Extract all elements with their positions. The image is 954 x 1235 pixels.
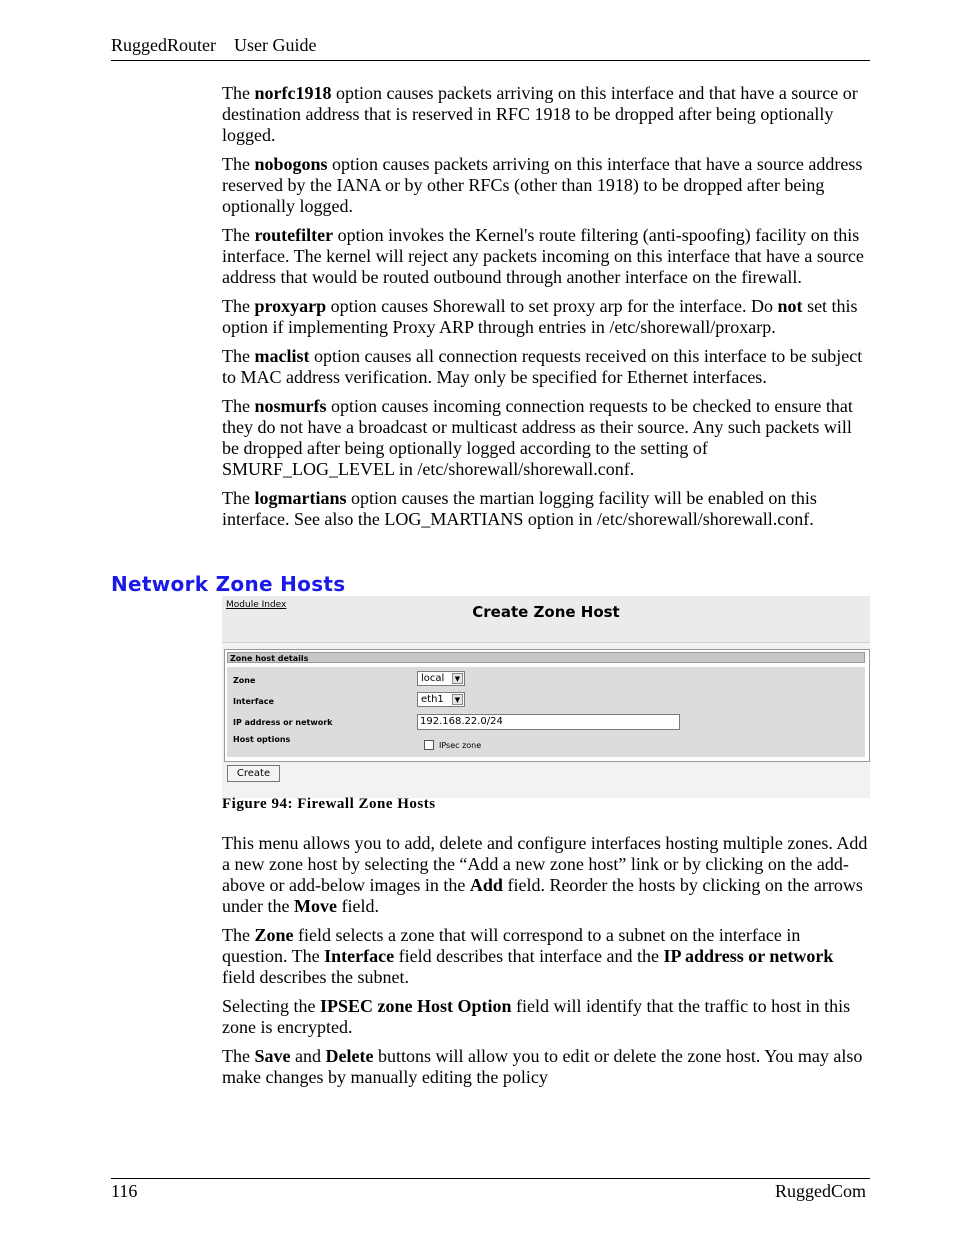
page-number: 116 xyxy=(111,1181,138,1201)
figure-topbar xyxy=(222,596,870,643)
zone-select[interactable] xyxy=(417,671,465,686)
bold-term: Add xyxy=(469,875,503,895)
description-text xyxy=(222,833,870,1096)
ipsec-zone-label: IPsec zone xyxy=(439,741,482,750)
create-button[interactable]: Create xyxy=(227,765,280,782)
paragraph: The nosmurfs option causes incoming connection requests to be checked to ensure that they do not have a broadcast or multicast address as their source. Any such packets will be dropped after being optionally logged according to the setting of SMURF_LOG_LEVEL in /etc/shorewall/shorewall.conf. xyxy=(222,396,853,479)
footer-company: RuggedCom xyxy=(774,1181,866,1201)
ipsec-zone-checkbox[interactable] xyxy=(424,740,434,750)
paragraph: This menu allows you to add, delete and configure interfaces hosting multiple zones. Add a new zone host by selecting the “Add a new zone host” link or by clicking on the add-above or add-below images in the Add field. Reorder the hosts by clicking on the arrows under the Move field. xyxy=(222,833,868,916)
running-header xyxy=(111,35,316,56)
bold-term: not xyxy=(777,296,803,316)
bold-term: IPSEC zone Host Option xyxy=(319,996,512,1016)
ip-address-label: IP address or network xyxy=(233,718,333,727)
header-rule xyxy=(111,60,870,61)
bold-term: maclist xyxy=(254,346,310,366)
paragraph: The nobogons option causes packets arriving on this interface that have a source address reserved by the IANA or by other RFCs (other than 1918) to be dropped after being optionally logged. xyxy=(222,154,863,216)
paragraph: Selecting the IPSEC zone Host Option field will identify that the traffic to host in this zone is encrypted. xyxy=(222,996,851,1037)
bold-term: logmartians xyxy=(254,488,347,508)
bold-term: nobogons xyxy=(254,154,328,174)
host-options-label: Host options xyxy=(233,735,291,744)
paragraph: The logmartians option causes the martian logging facility will be enabled on this interface. See also the LOG_MARTIANS option in /etc/shorewall/shorewall.conf. xyxy=(222,488,817,529)
paragraph: The norfc1918 option causes packets arriving on this interface and that have a source or destination address that is reserved in RFC 1918 to be dropped after being optionally logged. xyxy=(222,83,858,145)
chevron-down-icon: ▼ xyxy=(452,694,463,705)
interface-select-value: eth1 xyxy=(421,694,444,705)
bold-term: Interface xyxy=(324,946,395,966)
bold-term: Move xyxy=(293,896,337,916)
header-doc-title: User Guide xyxy=(234,35,317,55)
bold-term: Delete xyxy=(325,1046,374,1066)
panel-body xyxy=(227,667,865,757)
paragraph: The Zone field selects a zone that will correspond to a subnet on the interface in question. The Interface field describes that interface and the IP address or network field describes the subnet. xyxy=(222,925,834,987)
header-product: RuggedRouter xyxy=(111,35,216,55)
paragraph: The maclist option causes all connection requests received on this interface to be subject to MAC address verification. May only be specified for Ethernet interfaces. xyxy=(222,346,863,387)
zone-select-value: local xyxy=(421,673,445,684)
module-index-link[interactable]: Module Index xyxy=(226,600,287,610)
bold-term: proxyarp xyxy=(254,296,327,316)
bold-term: Save xyxy=(254,1046,291,1066)
section-title: Network Zone Hosts xyxy=(111,572,346,596)
paragraph: The Save and Delete buttons will allow you to edit or delete the zone host. You may also make changes by manually editing the policy xyxy=(222,1046,863,1087)
zone-host-details-panel xyxy=(224,649,870,762)
paragraph: The routefilter option invokes the Kernel's route filtering (anti-spoofing) facility on this interface. The kernel will reject any packets incoming on this interface that have a source address that would be routed outbound through another interface on the firewall. xyxy=(222,225,864,287)
footer-rule xyxy=(111,1178,870,1179)
interface-select[interactable] xyxy=(417,692,465,707)
bold-term: routefilter xyxy=(254,225,334,245)
bold-term: nosmurfs xyxy=(254,396,327,416)
figure-caption: Figure 94: Firewall Zone Hosts xyxy=(222,796,436,812)
ip-address-value: 192.168.22.0/24 xyxy=(420,716,503,727)
interface-label: Interface xyxy=(233,697,274,706)
panel-heading: Zone host details xyxy=(227,652,865,663)
intro-text xyxy=(222,83,870,538)
figure-zone-host-form xyxy=(222,596,870,798)
zone-label: Zone xyxy=(233,676,256,685)
form-title: Create Zone Host xyxy=(472,603,620,621)
bold-term: norfc1918 xyxy=(254,83,332,103)
chevron-down-icon: ▼ xyxy=(452,673,463,684)
bold-term: Zone xyxy=(254,925,294,945)
ip-address-input[interactable] xyxy=(417,714,680,730)
bold-term: IP address or network xyxy=(663,946,834,966)
paragraph: The proxyarp option causes Shorewall to set proxy arp for the interface. Do not set this option if implementing Proxy ARP through entries in /etc/shorewall/proxarp. xyxy=(222,296,858,337)
